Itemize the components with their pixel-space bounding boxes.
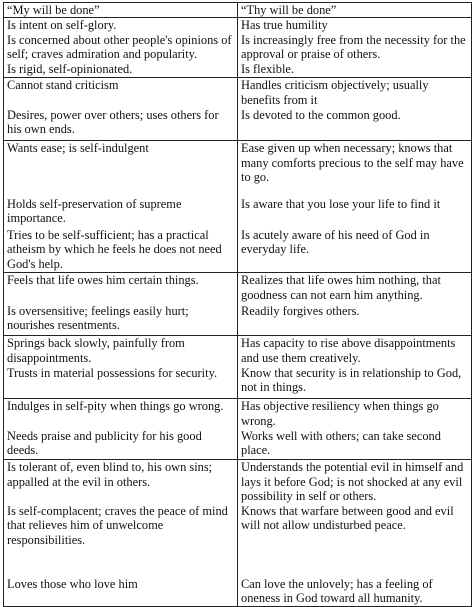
my-will-cell: Tries to be self-sufficient; has a practical atheism by which he feels he does not need God's help. <box>4 228 238 273</box>
table-row <box>4 197 472 228</box>
thy-will-cell: Is flexible. <box>238 62 472 78</box>
my-will-cell: Wants ease; is self-indulgent <box>4 141 238 197</box>
thy-will-cell: Is aware that you lose your life to find it <box>238 197 472 228</box>
table-header <box>4 3 472 18</box>
thy-will-cell: Realizes that life owes him nothing, that goodness can not earn him anything. <box>238 273 472 304</box>
header-thy-will: “Thy will be done” <box>238 3 472 18</box>
my-will-cell: Cannot stand criticism <box>4 78 238 108</box>
my-will-cell: Desires, power over others; uses others for his own ends. <box>4 108 238 141</box>
table-row <box>4 504 472 563</box>
thy-will-cell: Is increasingly free from the necessity for the approval or praise of others. <box>238 33 472 62</box>
my-will-cell: Is concerned about other people's opinions of self; craves admiration and popularity. <box>4 33 238 62</box>
header-row <box>4 3 472 18</box>
table-row <box>4 62 472 78</box>
my-will-cell: Is intent on self-glory. <box>4 18 238 33</box>
my-will-cell: Is oversensitive; feelings easily hurt; nourishes resentments. <box>4 304 238 336</box>
table-row <box>4 33 472 62</box>
my-will-cell: Holds self-preservation of supreme importance. <box>4 197 238 228</box>
my-will-cell: Feels that life owes him certain things. <box>4 273 238 304</box>
my-will-cell: Trusts in material possessions for security. <box>4 366 238 399</box>
my-will-cell: Is rigid, self-opinionated. <box>4 62 238 78</box>
table-row <box>4 563 472 606</box>
my-will-cell: Indulges in self-pity when things go wrong. <box>4 399 238 429</box>
my-will-cell: Needs praise and publicity for his good deeds. <box>4 429 238 460</box>
table-row <box>4 399 472 429</box>
thy-will-cell: Understands the potential evil in himself and lays it before God; is not shocked at any evil possibility in self or others. <box>238 460 472 504</box>
table-body <box>4 18 472 606</box>
table-row <box>4 336 472 366</box>
comparison-table <box>3 2 472 607</box>
table-row <box>4 273 472 304</box>
table-row <box>4 108 472 141</box>
table-row <box>4 78 472 108</box>
my-will-cell: Is self-complacent; craves the peace of mind that relieves him of unwelcome responsibilities. <box>4 504 238 563</box>
thy-will-cell: Readily forgives others. <box>238 304 472 336</box>
thy-will-cell: Has objective resiliency when things go wrong. <box>238 399 472 429</box>
thy-will-cell: Know that security is in relationship to God, not in things. <box>238 366 472 399</box>
my-will-cell: Springs back slowly, painfully from disappointments. <box>4 336 238 366</box>
table-row <box>4 429 472 460</box>
table-row <box>4 460 472 504</box>
table-row <box>4 141 472 197</box>
thy-will-cell: Can love the unlovely; has a feeling of oneness in God toward all humanity. <box>238 563 472 606</box>
thy-will-cell: Handles criticism objectively; usually benefits from it <box>238 78 472 108</box>
thy-will-cell: Knows that warfare between good and evil will not allow undisturbed peace. <box>238 504 472 563</box>
table-row <box>4 366 472 399</box>
thy-will-cell: Is acutely aware of his need of God in everyday life. <box>238 228 472 273</box>
thy-will-cell: Works well with others; can take second place. <box>238 429 472 460</box>
thy-will-cell: Has true humility <box>238 18 472 33</box>
header-my-will: “My will be done” <box>4 3 238 18</box>
my-will-cell: Loves those who love him <box>4 563 238 606</box>
table-row <box>4 304 472 336</box>
thy-will-cell: Has capacity to rise above disappointments and use them creatively. <box>238 336 472 366</box>
table-row <box>4 228 472 273</box>
table-row <box>4 18 472 33</box>
thy-will-cell: Ease given up when necessary; knows that many comforts precious to the self may have to go. <box>238 141 472 197</box>
thy-will-cell: Is devoted to the common good. <box>238 108 472 141</box>
my-will-cell: Is tolerant of, even blind to, his own sins; appalled at the evil in others. <box>4 460 238 504</box>
